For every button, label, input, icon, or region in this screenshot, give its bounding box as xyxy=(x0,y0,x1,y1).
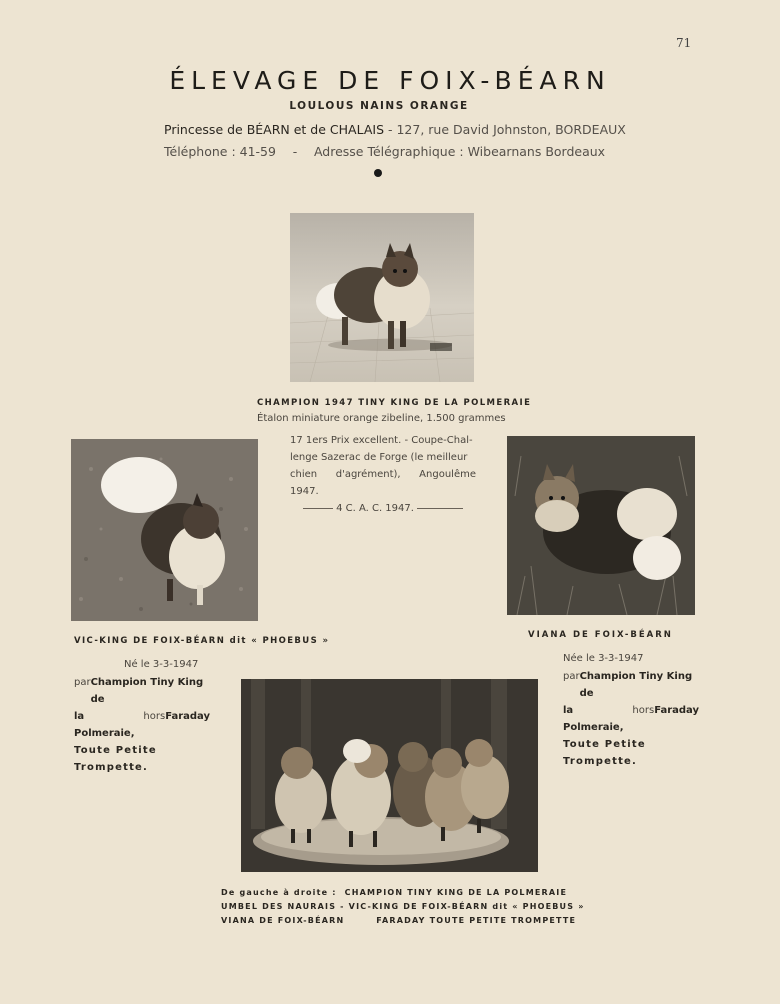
sire-kennel: la Polmeraie, xyxy=(563,705,624,733)
group-photo xyxy=(241,679,538,872)
champion-description: Étalon miniature orange zibeline, 1.500 grammes xyxy=(257,413,506,424)
page-title: ÉLEVAGE DE FOIX-BÉARN xyxy=(169,66,611,95)
address: - 127, rue David Johnston, BORDEAUX xyxy=(384,122,626,137)
group-caption-line-3: VIANA DE FOIX-BÉARN FARADAY TOUTE PETITE TROMPETTE xyxy=(221,916,577,925)
sire: Champion Tiny King de xyxy=(90,677,204,705)
contact-separator: - xyxy=(292,144,298,159)
hors-word: hors xyxy=(143,711,166,722)
viana-photo xyxy=(507,436,695,615)
par-word: par xyxy=(74,677,91,688)
vic-king-photo xyxy=(71,439,258,621)
viana-pedigree xyxy=(563,668,699,770)
champion-name: CHAMPION 1947 TINY KING DE LA POLMERAIE xyxy=(257,398,532,408)
dam-name: Toute Petite Trompette. xyxy=(563,739,646,767)
viana-born: Née le 3-3-1947 xyxy=(563,653,644,664)
awards-line-4 xyxy=(290,500,476,517)
group-caption-line-2: UMBEL DES NAURAIS - VIC-KING DE FOIX-BÉARN dit « PHOEBUS » xyxy=(221,902,585,911)
rule-left xyxy=(303,508,333,509)
sire-kennel: la Polmeraie, xyxy=(74,711,135,739)
hors-word: hors xyxy=(632,705,655,716)
vic-king-pedigree xyxy=(74,674,210,776)
awards-line-2: lenge Sazerac de Forge (le meilleur xyxy=(290,452,468,463)
dam-kennel: Faraday xyxy=(165,711,210,722)
viana-name: VIANA DE FOIX-BÉARN xyxy=(528,630,673,640)
awards-line-1: 17 1ers Prix excellent. - Coupe-Chal- xyxy=(290,435,473,446)
dam-name: Toute Petite Trompette. xyxy=(74,745,157,773)
champion-awards xyxy=(290,432,476,517)
group-caption-line-1: De gauche à droite : CHAMPION TINY KING DE LA POLMERAIE xyxy=(221,888,568,897)
owner-name: Princesse de BÉARN et de CHALAIS xyxy=(164,122,385,137)
sire: Champion Tiny King de xyxy=(579,671,693,699)
bullet-ornament xyxy=(374,169,382,177)
vic-king-born: Né le 3-3-1947 xyxy=(124,659,199,670)
awards-line-3: chien d'agrément), Angoulême 1947. xyxy=(290,469,476,497)
champion-photo xyxy=(290,213,474,382)
cac-text: 4 C. A. C. 1947. xyxy=(336,503,414,514)
contact-line xyxy=(164,144,605,159)
dam-kennel: Faraday xyxy=(654,705,699,716)
page-number: 71 xyxy=(676,36,692,50)
par-word: par xyxy=(563,671,580,682)
page-subtitle: LOULOUS NAINS ORANGE xyxy=(289,100,469,112)
group-caption xyxy=(221,886,585,928)
telegraph-address: Adresse Télégraphique : Wibearnans Bordeaux xyxy=(313,144,606,159)
phone: Téléphone : 41-59 xyxy=(164,144,276,159)
owner-address-line xyxy=(164,122,626,137)
vic-king-name: VIC-KING DE FOIX-BÉARN dit « PHOEBUS » xyxy=(74,636,330,646)
rule-right xyxy=(417,508,463,509)
